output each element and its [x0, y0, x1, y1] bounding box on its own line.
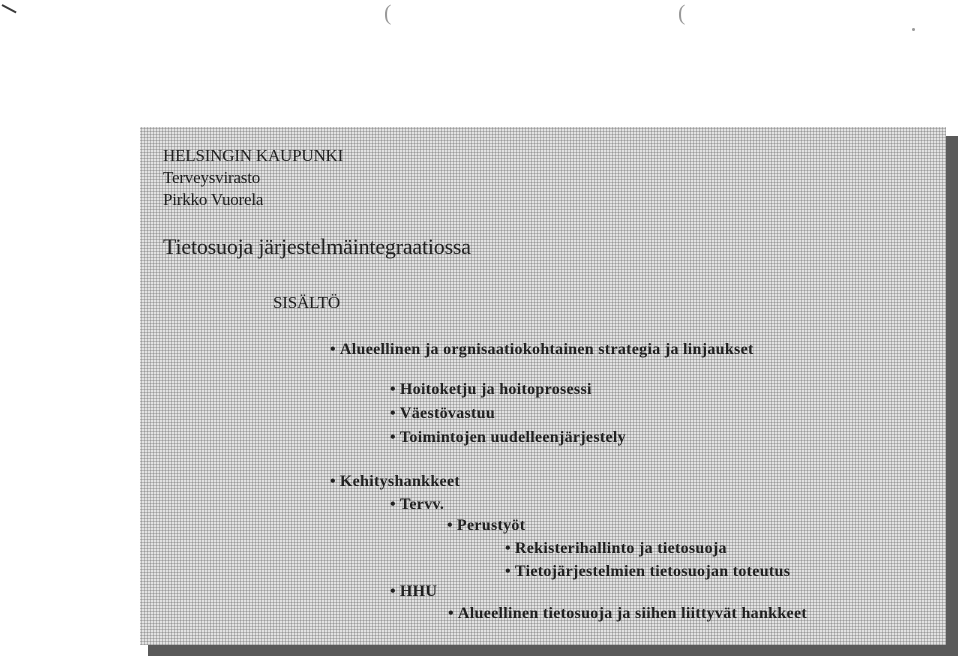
contents-heading: SISÄLTÖ [273, 293, 340, 312]
list-item-tietojarjestelmien [505, 563, 790, 581]
slide-title: Tietosuoja järjestelmäintegraatiossa [163, 234, 471, 259]
list-item-alueellinen-tietosuoja [448, 605, 807, 623]
bullet-icon: • [390, 405, 396, 422]
bullet-icon: • [390, 496, 396, 513]
list-item-strategy [330, 341, 754, 359]
list-item-perustyot [447, 517, 525, 535]
list-item-label: Hoitoketju ja hoitoprosessi [399, 381, 592, 398]
list-item-label: Tervv. [399, 496, 445, 513]
list-item-hhu [390, 583, 437, 601]
author-name: Pirkko Vuorela [163, 190, 264, 209]
list-item-label: Toimintojen uudelleenjärjestely [399, 429, 626, 446]
bullet-icon: • [390, 381, 396, 398]
bullet-icon: • [505, 540, 511, 557]
scan-mark [912, 28, 915, 31]
list-item-label: Tietojärjestelmien tietosuojan toteutus [514, 563, 791, 580]
org-name: HELSINGIN KAUPUNKI [163, 146, 344, 165]
list-item-toimintojen [390, 429, 626, 447]
bullet-icon: • [505, 563, 511, 580]
list-item-label: HHU [399, 583, 438, 600]
list-item-label: Perustyöt [456, 517, 526, 534]
department-name: Terveysvirasto [163, 168, 261, 187]
bullet-icon: • [447, 517, 453, 534]
scan-mark [2, 4, 17, 13]
bullet-icon: • [448, 605, 454, 622]
list-item-rekisteri [505, 540, 727, 558]
list-item-hoitoketju [390, 381, 592, 399]
scan-mark: ( [384, 0, 392, 25]
bullet-icon: • [390, 583, 396, 600]
list-item-vaestovastuu [390, 405, 495, 423]
bullet-icon: • [390, 429, 396, 446]
bullet-icon: • [330, 473, 336, 490]
list-item-kehityshankkeet [330, 473, 460, 491]
list-item-label: Kehityshankkeet [339, 473, 460, 490]
scan-mark: ( [678, 0, 686, 25]
list-item-label: Väestövastuu [399, 405, 496, 422]
list-item-label: Alueellinen ja orgnisaatiokohtainen strategia ja linjaukset [339, 341, 754, 358]
bullet-icon: • [330, 341, 336, 358]
list-item-label: Alueellinen tietosuoja ja siihen liittyvät hankkeet [457, 605, 807, 622]
list-item-tervv [390, 496, 444, 514]
list-item-label: Rekisterihallinto ja tietosuoja [514, 540, 727, 557]
slide [140, 127, 946, 645]
